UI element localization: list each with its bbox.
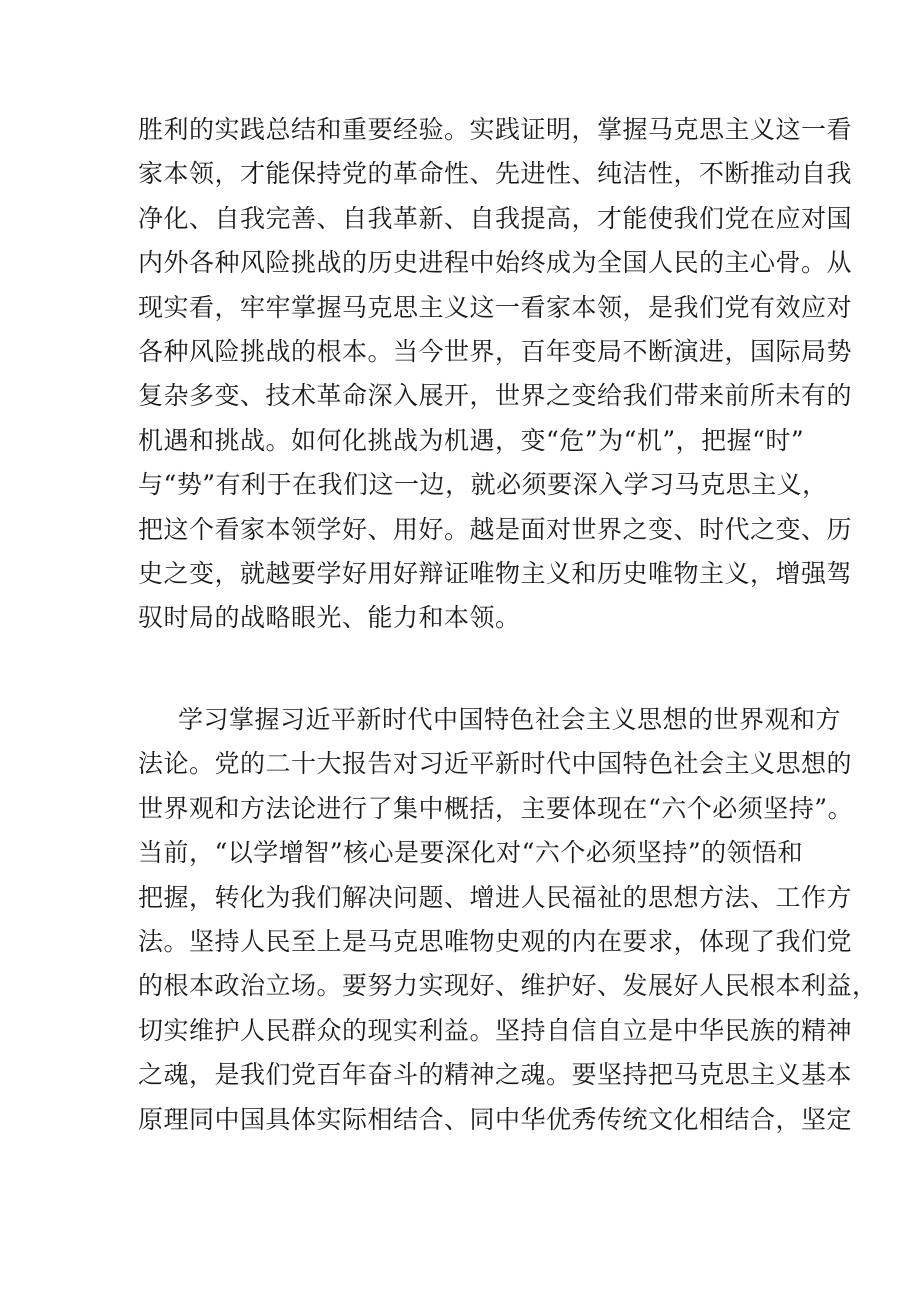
- text-line: 各种风险挑战的根本。当今世界，百年变局不断演进，国际局势: [138, 336, 853, 366]
- text-line: 复杂多变、技术革命深入展开，世界之变给我们带来前所未有的: [138, 381, 853, 411]
- text-line: 机遇和挑战。如何化挑战为机遇，变“危”为“机”，把握“时”: [138, 425, 805, 455]
- paragraph-1: [138, 108, 853, 641]
- text-line: 法。坚持人民至上是马克思唯物史观的内在要求，体现了我们党: [138, 926, 853, 956]
- text-line: 学习掌握习近平新时代中国特色社会主义思想的世界观和方: [178, 705, 842, 734]
- text-line: 史之变，就越要学好用好辩证唯物主义和历史唯物主义，增强驾: [138, 558, 853, 588]
- text-line: 现实看，牢牢掌握马克思主义这一看家本领，是我们党有效应对: [138, 292, 853, 322]
- text-line: 法论。党的二十大报告对习近平新时代中国特色社会主义思想的: [138, 749, 853, 779]
- text-line: 胜利的实践总结和重要经验。实践证明，掌握马克思主义这一看: [138, 115, 853, 144]
- text-line: 净化、自我完善、自我革新、自我提高，才能使我们党在应对国: [138, 203, 853, 233]
- paragraph-2: [138, 698, 878, 1142]
- text-line: 与“势”有利于在我们这一边，就必须要深入学习马克思主义，: [138, 470, 828, 500]
- text-line: 切实维护人民群众的现实利益。坚持自信自立是中华民族的精神: [138, 1015, 853, 1045]
- text-line: 的根本政治立场。要努力实现好、维护好、发展好人民根本利益，: [138, 971, 878, 1001]
- text-line: 把握，转化为我们解决问题、增进人民福祉的思想方法、工作方: [138, 882, 853, 912]
- text-line: 当前，“以学增智”核心是要深化对“六个必须坚持”的领悟和: [138, 838, 804, 868]
- text-line: 驭时局的战略眼光、能力和本领。: [138, 603, 521, 633]
- text-line: 原理同中国具体实际相结合、同中华优秀传统文化相结合，坚定: [138, 1104, 853, 1134]
- text-line: 家本领，才能保持党的革命性、先进性、纯洁性，不断推动自我: [138, 159, 853, 189]
- text-line: 之魂，是我们党百年奋斗的精神之魂。要坚持把马克思主义基本: [138, 1060, 853, 1090]
- text-line: 世界观和方法论进行了集中概括，主要体现在“六个必须坚持”。: [138, 793, 854, 823]
- text-line: 内外各种风险挑战的历史进程中始终成为全国人民的主心骨。从: [138, 248, 853, 278]
- text-line: 把这个看家本领学好、用好。越是面对世界之变、时代之变、历: [138, 514, 853, 544]
